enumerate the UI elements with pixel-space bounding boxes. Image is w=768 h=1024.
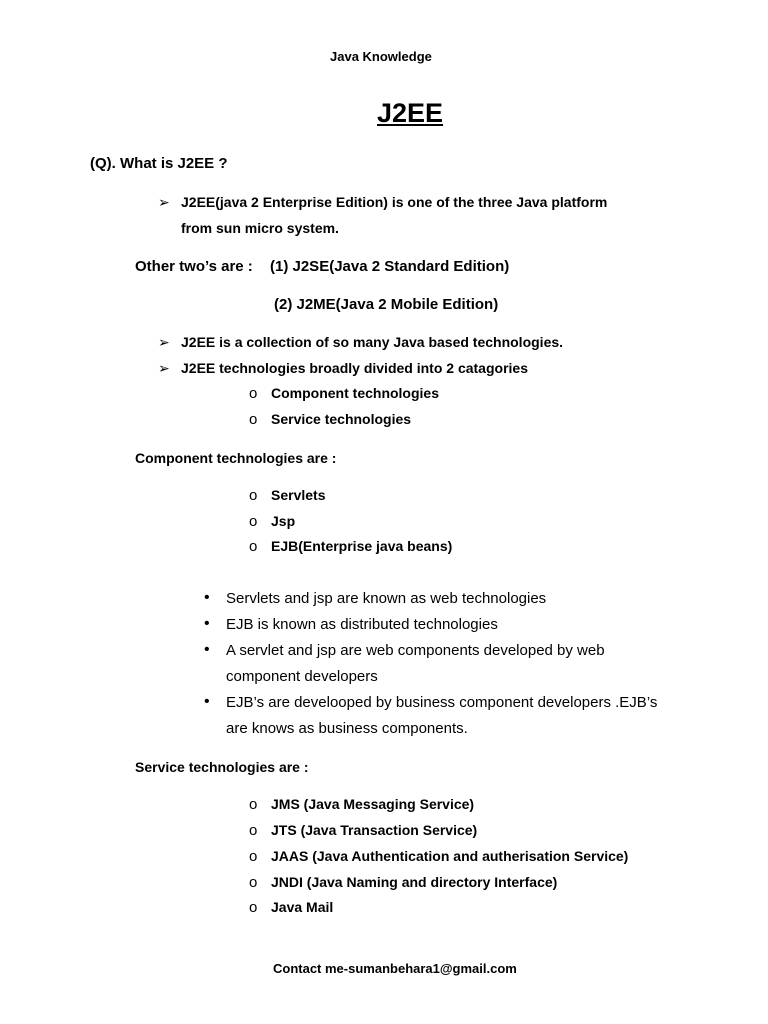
- service-item: Java Mail: [271, 899, 334, 915]
- circle-bullet-icon: o: [249, 874, 258, 891]
- circle-bullet-icon: o: [249, 796, 258, 813]
- circle-bullet-icon: o: [249, 848, 258, 865]
- dot-bullet-icon: •: [204, 693, 210, 710]
- service-item: JTS (Java Transaction Service): [271, 822, 478, 838]
- arrow-bullet-icon: ➢: [158, 334, 170, 350]
- component-item: EJB(Enterprise java beans): [271, 538, 453, 554]
- intro-line-1: J2EE(java 2 Enterprise Edition) is one of the three Java platform: [181, 194, 608, 210]
- circle-bullet-icon: o: [249, 385, 258, 402]
- dot-bullet-icon: •: [204, 589, 210, 606]
- arrow-bullet-icon: ➢: [158, 360, 170, 376]
- question-heading: (Q). What is J2EE ?: [90, 155, 228, 172]
- circle-bullet-icon: o: [249, 411, 258, 428]
- dot-bullet-icon: •: [204, 615, 210, 632]
- page-title: J2EE: [377, 98, 444, 128]
- circle-bullet-icon: o: [249, 513, 258, 530]
- circle-bullet-icon: o: [249, 538, 258, 555]
- component-item: Jsp: [271, 513, 296, 529]
- arrow-bullet-item: J2EE is a collection of so many Java based technologies.: [181, 334, 564, 350]
- footer-contact: Contact me-sumanbehara1@gmail.com: [273, 961, 517, 976]
- other-two-item-1: (1) J2SE(Java 2 Standard Edition): [270, 258, 510, 275]
- service-item: JNDI (Java Naming and directory Interface): [271, 874, 558, 890]
- note-item: EJB’s are develooped by business component developers .EJB’s: [226, 694, 658, 711]
- note-item: Servlets and jsp are known as web technologies: [226, 590, 547, 607]
- component-heading: Component technologies are :: [135, 450, 337, 466]
- category-item: Component technologies: [271, 385, 439, 401]
- component-item: Servlets: [271, 487, 326, 503]
- service-item: JMS (Java Messaging Service): [271, 796, 475, 812]
- header-title: Java Knowledge: [330, 49, 432, 64]
- arrow-bullet-item: J2EE technologies broadly divided into 2 catagories: [181, 360, 528, 376]
- dot-bullet-icon: •: [204, 641, 210, 658]
- service-item: JAAS (Java Authentication and autherisation Service): [271, 848, 629, 864]
- category-item: Service technologies: [271, 411, 412, 427]
- circle-bullet-icon: o: [249, 487, 258, 504]
- note-item-continued: are knows as business components.: [226, 720, 468, 737]
- note-item: A servlet and jsp are web components developed by web: [226, 642, 605, 659]
- note-item-continued: component developers: [226, 668, 378, 685]
- intro-line-2: from sun micro system.: [181, 220, 339, 236]
- circle-bullet-icon: o: [249, 822, 258, 839]
- arrow-bullet-icon: ➢: [158, 194, 170, 210]
- circle-bullet-icon: o: [249, 899, 258, 916]
- other-two-item-2: (2) J2ME(Java 2 Mobile Edition): [274, 296, 499, 313]
- note-item: EJB is known as distributed technologies: [226, 616, 498, 633]
- other-two-label: Other two’s are :: [135, 258, 253, 275]
- service-heading: Service technologies are :: [135, 759, 309, 775]
